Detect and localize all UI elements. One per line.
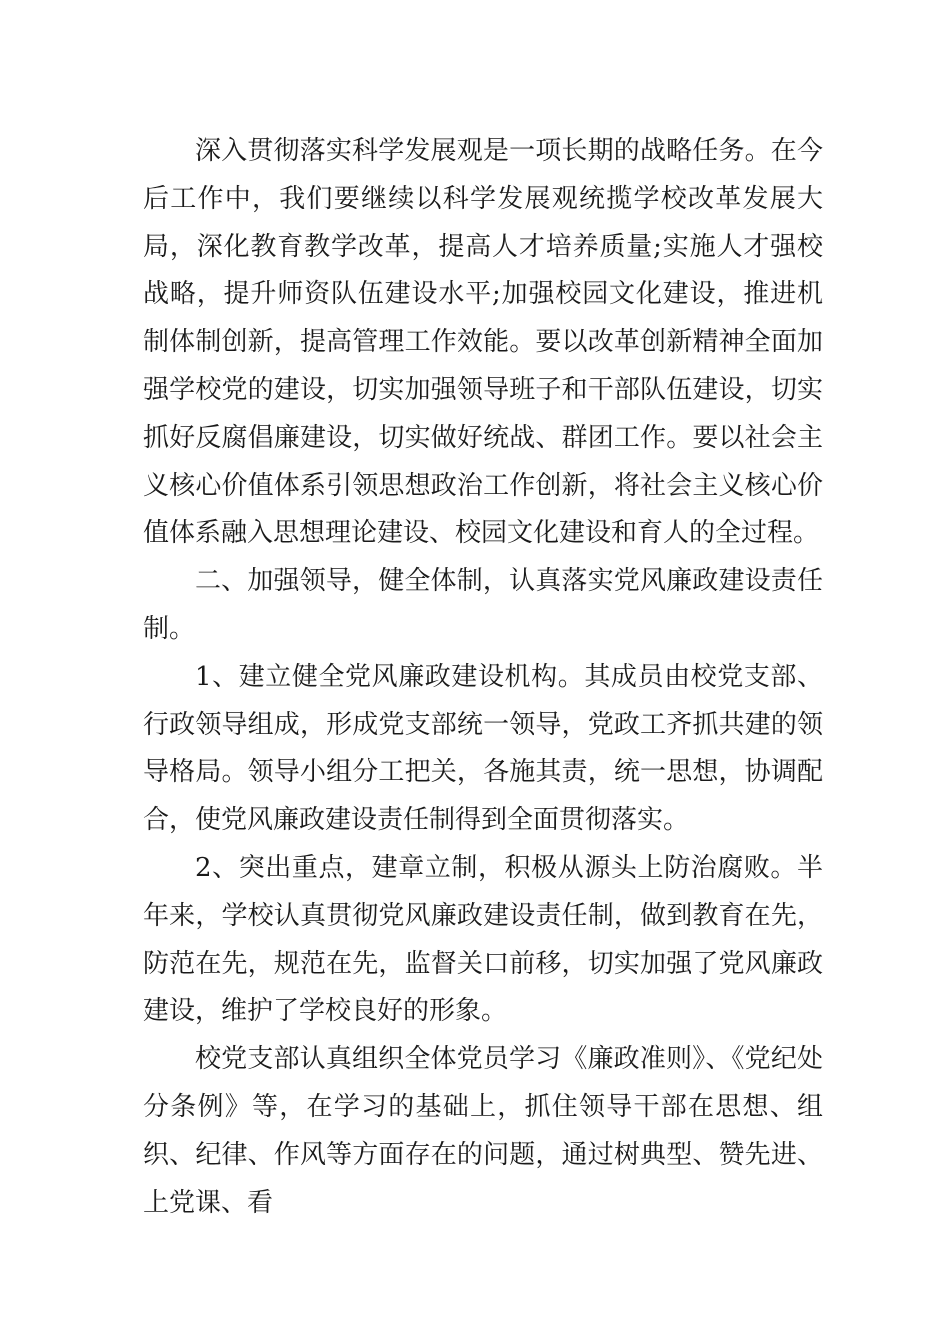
paragraph-3: 1、建立健全党风廉政建设机构。其成员由校党支部、行政领导组成，形成党支部统一领导，党政工齐抓共建的领导格局。领导小组分工把关，各施其责，统一思想，协调配合，使党风廉政建设责任制得到全面贯彻落实。 [143, 661, 823, 836]
paragraph-5: 校党支部认真组织全体党员学习《廉政准则》、《党纪处分条例》等，在学习的基础上，抓住领导干部在思想、组织、纪律、作风等方面存在的问题，通过树典型、赞先进、上党课、看 [143, 1044, 823, 1218]
paragraph-4: 2、突出重点，建章立制，积极从源头上防治腐败。半年来，学校认真贯彻党风廉政建设责任制，做到教育在先，防范在先，规范在先，监督关口前移，切实加强了党风廉政建设，维护了学校良好的形象。 [143, 852, 823, 1027]
document-body [143, 128, 823, 1227]
paragraph-1: 深入贯彻落实科学发展观是一项长期的战略任务。在今后工作中，我们要继续以科学发展观统揽学校改革发展大局，深化教育教学改革，提高人才培养质量;实施人才强校战略，提升师资队伍建设水平;加强校园文化建设，推进机制体制创新，提高管理工作效能。要以改革创新精神全面加强学校党的建设，切实加强领导班子和干部队伍建设，切实抓好反腐倡廉建设，切实做好统战、群团工作。要以社会主义核心价值体系引领思想政治工作创新，将社会主义核心价值体系融入思想理论建设、校园文化建设和育人的全过程。 [143, 136, 823, 549]
paragraph-2: 二、加强领导，健全体制，认真落实党风廉政建设责任制。 [143, 566, 823, 644]
